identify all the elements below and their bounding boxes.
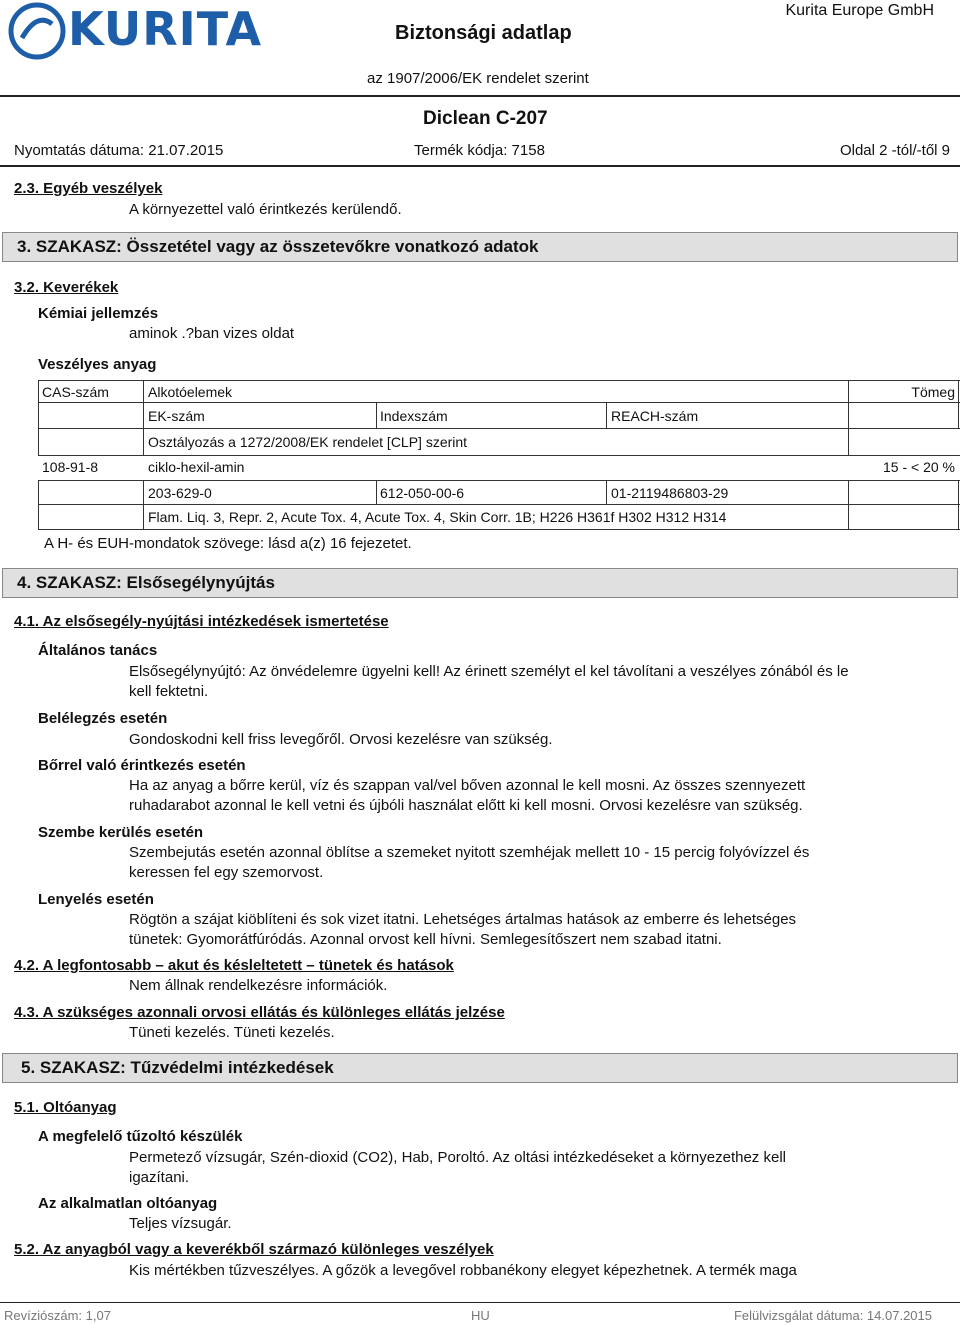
hazard-label: Veszélyes anyag — [38, 356, 157, 373]
h-phrases-note: A H- és EUH-mondatok szövege: lásd a(z) 16 fejezetet. — [44, 535, 412, 552]
td-name: ciklo-hexil-amin — [148, 459, 245, 475]
regulation: az 1907/2006/EK rendelet szerint — [367, 70, 589, 87]
print-date: Nyomtatás dátuma: 21.07.2015 — [14, 142, 224, 159]
product-code: Termék kódja: 7158 — [414, 142, 545, 159]
skin-label: Bőrrel való érintkezés esetén — [38, 757, 246, 774]
company-name: Kurita Europe GmbH — [785, 2, 934, 19]
skin-text: Ha az anyag a bőrre kerül, víz és szappan val/vel bőven azonnal le kell mosni. Az összes szennyezett ruhadarabot azonnal le kell vetni és újbóli használat előtt ki kell mosni. Orvosi kezelésre van szükség. — [129, 777, 806, 814]
suitable-label: A megfelelő tűzoltó készülék — [38, 1128, 243, 1145]
section-5-bar — [2, 1053, 958, 1083]
s43-heading: 4.3. A szükséges azonnali orvosi ellátás és különleges ellátás jelzése — [14, 1004, 505, 1021]
section-3-bar — [2, 232, 958, 262]
s51-heading: 5.1. Oltóanyag — [14, 1099, 117, 1116]
chem-value: aminok .?ban vizes oldat — [129, 325, 295, 342]
logo — [8, 2, 263, 60]
s52-text: Kis mértékben tűzveszélyes. A gőzök a levegővel robbanékony elegyet képezhetnek. A termék maga — [129, 1262, 797, 1279]
inhale-text: Gondoskodni kell friss levegőről. Orvosi kezelésre van szükség. — [129, 731, 553, 748]
header-rule — [0, 95, 960, 97]
eye-label: Szembe kerülés esetén — [38, 824, 204, 841]
product-name: Diclean C-207 — [423, 108, 548, 129]
th-ec: EK-szám — [148, 408, 205, 424]
footer-rule — [0, 1302, 960, 1303]
chem-label: Kémiai jellemzés — [38, 305, 159, 322]
th-components: Alkotóelemek — [148, 384, 233, 400]
ingest-label: Lenyelés esetén — [38, 891, 154, 908]
review-date: Felülvizsgálat dátuma: 14.07.2015 — [733, 1308, 932, 1323]
revision-number: Revíziószám: 1,07 — [4, 1308, 111, 1323]
td-reach: 01-2119486803-29 — [611, 485, 729, 501]
section-4-title: 4. SZAKASZ: Elsősegélynyújtás — [17, 573, 275, 592]
section-5-title: 5. SZAKASZ: Tűzvédelmi intézkedések — [21, 1058, 334, 1077]
s52-heading: 5.2. Az anyagból vagy a keverékből származó különleges veszélyek — [14, 1241, 494, 1258]
td-cas: 108-91-8 — [42, 459, 99, 475]
inhale-label: Belélegzés esetén — [38, 710, 168, 727]
td-weight: 15 - < 20 % — [883, 459, 955, 475]
language-code: HU — [471, 1308, 490, 1323]
logo-text: KURITA — [68, 2, 263, 56]
th-weight: Tömeg — [911, 384, 955, 400]
s32-heading: 3.2. Keverékek — [14, 279, 119, 296]
th-cas: CAS-szám — [42, 384, 109, 400]
unsuitable-label: Az alkalmatlan oltóanyag — [38, 1195, 218, 1212]
general-label: Általános tanács — [38, 642, 158, 659]
kurita-logo-icon — [8, 2, 68, 60]
ingest-text: Rögtön a szájat kiöblíteni és sok vizet itatni. Lehetséges ártalmas hatások az emberre és lehetséges tünetek: Gyomorátfúródás. Azonnal orvost kell hívni. Semlegesítőszert nem szabad itatni. — [129, 911, 797, 948]
th-index: Indexszám — [380, 408, 448, 424]
unsuitable-text: Teljes vízsugár. — [129, 1215, 232, 1232]
td-index: 612-050-00-6 — [380, 485, 465, 501]
th-reach: REACH-szám — [611, 408, 699, 424]
page-number: Oldal 2 -tól/-től 9 — [839, 142, 950, 159]
hazard-table — [0, 0, 960, 1]
td-ec: 203-629-0 — [148, 485, 212, 501]
section-4-bar — [2, 568, 958, 598]
s41-heading: 4.1. Az elsősegély-nyújtási intézkedések ismertetése — [14, 613, 389, 630]
section-3-title: 3. SZAKASZ: Összetétel vagy az összetevőkre vonatkozó adatok — [17, 237, 539, 256]
s42-heading: 4.2. A legfontosabb – akut és késleltetett – tünetek és hatások — [14, 957, 454, 974]
general-text: Elsősegélynyújtó: Az önvédelemre ügyelni kell! Az érinett személyt el kel távolítani a veszélyes zónából és le kell fektetni. — [129, 663, 849, 700]
s43-text: Tüneti kezelés. Tüneti kezelés. — [129, 1024, 335, 1041]
header-rule-bottom — [0, 165, 960, 167]
suitable-text: Permetező vízsugár, Szén-dioxid (CO2), Hab, Poroltó. Az oltási intézkedéseket a környezethez kell igazítani. — [129, 1149, 786, 1186]
th-class: Osztályozás a 1272/2008/EK rendelet [CLP] szerint — [148, 434, 468, 450]
s42-text: Nem állnak rendelkezésre információk. — [129, 977, 388, 994]
s23-text: A környezettel való érintkezés kerülendő. — [129, 201, 402, 218]
td-class: Flam. Liq. 3, Repr. 2, Acute Tox. 4, Acute Tox. 4, Skin Corr. 1B; H226 H361f H302 H312 H314 — [148, 509, 727, 525]
s23-heading: 2.3. Egyéb veszélyek — [14, 180, 163, 197]
eye-text: Szembejutás esetén azonnal öblítse a szemeket nyitott szemhéjak mellett 10 - 15 percig folyóvízzel és keressen fel egy szemorvost. — [129, 844, 810, 881]
doc-title: Biztonsági adatlap — [395, 22, 572, 44]
